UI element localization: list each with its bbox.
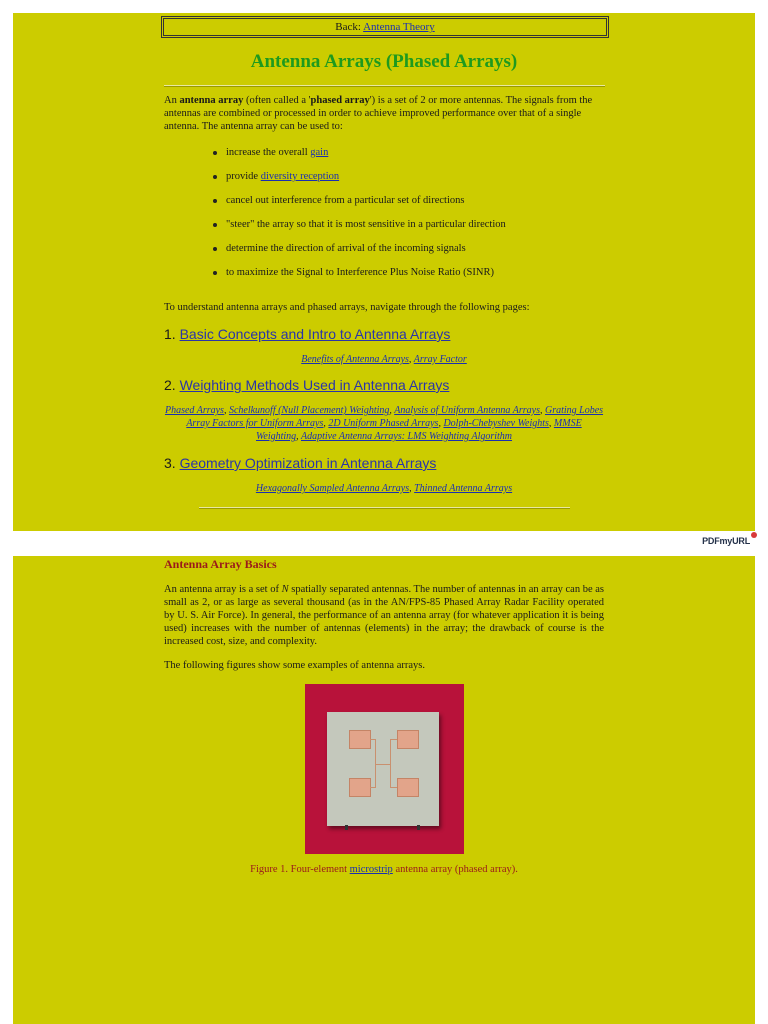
link-separator: ,: [389, 405, 395, 416]
lms-weighting-link[interactable]: Adaptive Antenna Arrays: LMS Weighting Algorithm: [301, 431, 513, 442]
caption-text-2: antenna array (phased array).: [392, 864, 518, 875]
list-item: [213, 242, 506, 266]
geometry-optimization-link[interactable]: Geometry Optimization in Antenna Arrays: [179, 455, 437, 471]
link-separator: ,: [548, 418, 554, 429]
array-factors-uniform-link[interactable]: Array Factors for Uniform Arrays: [186, 418, 324, 429]
patch-element: [397, 730, 419, 749]
list-item: [213, 194, 506, 218]
hexagonal-arrays-link[interactable]: Hexagonally Sampled Antenna Arrays: [255, 483, 410, 494]
list-item-text: determine the direction of arrival of the incoming signals: [226, 243, 466, 254]
feed-line: [390, 739, 391, 787]
intro-text-3: ') is a set of 2 or more antennas. The signals from the antennas are combined or processed in order to achieve improved performance over that of a single antenna. The antenna array can be used to:: [164, 95, 593, 132]
section-heading-3: [164, 455, 436, 471]
pdfmyurl-text: PDFmyURL: [702, 536, 750, 546]
intro-text-1: An: [164, 95, 180, 106]
antenna-board-image: [327, 712, 439, 826]
uniform-arrays-analysis-link[interactable]: Analysis of Uniform Antenna Arrays: [394, 405, 540, 416]
section-1-links: [164, 353, 604, 366]
feed-line: [390, 787, 397, 788]
caption-text-1: Figure 1. Four-element: [250, 864, 350, 875]
back-label: Back:: [335, 21, 364, 33]
page-title: Antenna Arrays (Phased Arrays): [250, 51, 518, 72]
intro-text-2: (often called a ': [243, 95, 311, 106]
patch-element: [397, 778, 419, 797]
list-item-text: to maximize the Signal to Interference Plus Noise Ratio (SINR): [226, 267, 494, 278]
schelkunoff-link[interactable]: Schelkunoff (Null Placement) Weighting: [228, 405, 390, 416]
section-2-links: [164, 404, 604, 443]
section-number: 2.: [164, 377, 180, 393]
list-item-text: cancel out interference from a particular set of directions: [226, 195, 465, 206]
board-leg: [345, 825, 348, 830]
list-item-text: provide: [226, 171, 261, 182]
2d-phased-arrays-link[interactable]: 2D Uniform Phased Arrays: [328, 418, 439, 429]
basics-text-2: spatially separated antennas. The number of antennas in an array can be as small as 2, or as large as several thousand (as in the AN/FPS-85 Phased Array Radar Facility operated by U. S. Air Force). In general, the performance of an antenna array (for whatever application it is being used) increases with the number of antennas (elements) in the array; the drawback of course is the increased cost, size, and complexity.: [164, 584, 604, 647]
feed-line: [375, 739, 376, 787]
diversity-reception-link[interactable]: diversity reception: [260, 171, 340, 182]
intro-bold-antenna-array: antenna array: [179, 95, 244, 106]
section-number: 1.: [164, 326, 180, 342]
link-separator: ,: [408, 354, 414, 365]
bottom-divider: [199, 507, 570, 509]
uses-list: [213, 146, 506, 290]
basics-text-1: An antenna array is a set of: [164, 584, 282, 595]
feed-line: [390, 739, 397, 740]
section-heading-1: [164, 326, 450, 342]
list-item-text: "steer" the array so that it is most sensitive in a particular direction: [226, 219, 506, 230]
list-item: [213, 266, 506, 290]
figure-caption: [13, 864, 755, 875]
patch-element: [349, 730, 371, 749]
section-number: 3.: [164, 455, 180, 471]
section-heading-basics: Antenna Array Basics: [164, 557, 277, 571]
link-separator: ,: [409, 483, 415, 494]
weighting-methods-link[interactable]: Weighting Methods Used in Antenna Arrays: [179, 377, 450, 393]
pdf-page-1: [13, 13, 755, 531]
link-separator: ,: [223, 405, 229, 416]
patch-element: [349, 778, 371, 797]
list-item-text: increase the overall: [226, 147, 311, 158]
link-separator: ,: [296, 431, 301, 442]
board-leg: [417, 825, 420, 830]
feed-line: [370, 787, 376, 788]
intro-bold-phased-array: phased array: [310, 95, 370, 106]
benefits-link[interactable]: Benefits of Antenna Arrays: [301, 354, 409, 365]
gain-link[interactable]: gain: [310, 147, 329, 158]
phased-arrays-link[interactable]: Phased Arrays: [164, 405, 224, 416]
grating-lobes-link[interactable]: Grating Lobes: [544, 405, 604, 416]
section-heading-2: [164, 377, 449, 393]
link-separator: ,: [539, 405, 545, 416]
link-separator: ,: [323, 418, 329, 429]
examples-paragraph: The following figures show some examples of antenna arrays.: [164, 660, 425, 671]
section-3-links: [164, 482, 604, 495]
list-item: [213, 218, 506, 242]
list-item: [213, 146, 506, 170]
dolph-chebyshev-link[interactable]: Dolph-Chebyshev Weights: [443, 418, 549, 429]
array-factor-link[interactable]: Array Factor: [413, 354, 467, 365]
pdfmyurl-logo[interactable]: [702, 531, 756, 551]
basics-paragraph: [164, 583, 604, 648]
back-link-antenna-theory[interactable]: Antenna Theory: [363, 21, 435, 33]
basic-concepts-link[interactable]: Basic Concepts and Intro to Antenna Arrays: [179, 326, 451, 342]
pdf-page-2: [13, 556, 755, 1024]
mmse-weighting-link[interactable]: MMSE Weighting: [255, 418, 582, 442]
intro-paragraph: [164, 94, 604, 133]
microstrip-link[interactable]: microstrip: [349, 864, 393, 875]
link-separator: ,: [438, 418, 444, 429]
thinned-arrays-link[interactable]: Thinned Antenna Arrays: [414, 483, 513, 494]
feed-line: [375, 764, 391, 765]
logo-dot-icon: [751, 532, 757, 538]
back-nav-box: [163, 18, 607, 36]
navigate-paragraph: To understand antenna arrays and phased arrays, navigate through the following pages:: [164, 302, 530, 313]
basics-italic-n: N: [281, 584, 289, 595]
list-item: [213, 170, 506, 194]
microstrip-array-photo: [305, 684, 464, 854]
title-divider: [164, 85, 605, 87]
